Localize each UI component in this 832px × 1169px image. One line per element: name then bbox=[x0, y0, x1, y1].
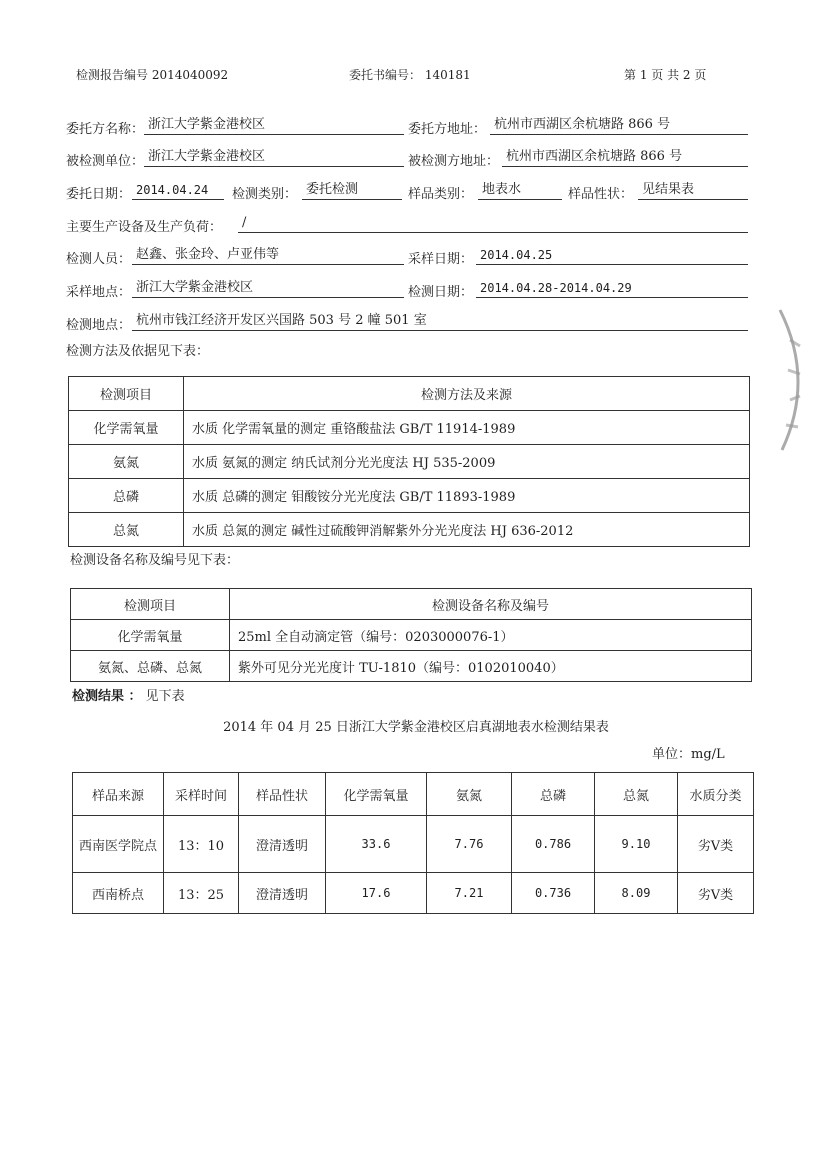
table-cell: 澄清透明 bbox=[239, 873, 326, 914]
table-row bbox=[71, 620, 752, 651]
tested-address-label: 被检测方地址： bbox=[408, 154, 500, 169]
sampling-site-label: 采样地点： bbox=[66, 285, 132, 300]
table-header-cell: 检测设备名称及编号 bbox=[230, 589, 752, 620]
table-cell: 氨氮、总磷、总氮 bbox=[71, 651, 230, 682]
sampling-site-value: 浙江大学紫金港校区 bbox=[132, 279, 404, 298]
order-info-row bbox=[66, 181, 756, 203]
table-cell: 紫外可见分光光度计 TU-1810（编号：0102010040） bbox=[230, 651, 752, 682]
sampling-date-value: 2014.04.25 bbox=[476, 246, 748, 265]
table-cell: 总磷 bbox=[69, 479, 184, 513]
table-cell: 9.10 bbox=[595, 816, 678, 873]
order-number: 委托书编号： 140181 bbox=[349, 68, 471, 82]
table-header-cell: 检测项目 bbox=[69, 377, 184, 411]
sample-nature-label: 样品性状： bbox=[568, 187, 634, 202]
client-row bbox=[66, 116, 756, 138]
staff-label: 检测人员： bbox=[66, 252, 132, 267]
devices-intro: 检测设备名称及编号见下表： bbox=[70, 553, 240, 568]
table-row bbox=[73, 873, 754, 914]
client-name-value: 浙江大学紫金港校区 bbox=[144, 116, 404, 135]
order-date-value: 2014.04.24 bbox=[132, 181, 224, 200]
table-header-row bbox=[69, 377, 750, 411]
methods-table bbox=[68, 376, 750, 547]
tested-unit-label: 被检测单位： bbox=[66, 154, 145, 169]
table-cell: 化学需氧量 bbox=[71, 620, 230, 651]
table-cell: 西南医学院点 bbox=[73, 816, 164, 873]
table-cell: 0.786 bbox=[512, 816, 595, 873]
table-cell: 17.6 bbox=[326, 873, 427, 914]
staff-row bbox=[66, 246, 756, 268]
table-cell: 化学需氧量 bbox=[69, 411, 184, 445]
test-site-row bbox=[66, 312, 756, 334]
table-cell: 13：10 bbox=[164, 816, 239, 873]
table-cell: 西南桥点 bbox=[73, 873, 164, 914]
table-cell: 25ml 全自动滴定管（编号：0203000076-1） bbox=[230, 620, 752, 651]
table-header-cell: 氨氮 bbox=[427, 773, 512, 816]
methods-intro: 检测方法及依据见下表： bbox=[66, 344, 210, 359]
page-indicator: 第 1 页 共 2 页 bbox=[624, 68, 707, 82]
sampling-site-row bbox=[66, 279, 756, 301]
table-cell: 7.21 bbox=[427, 873, 512, 914]
table-cell: 水质 化学需氧量的测定 重铬酸盐法 GB/T 11914-1989 bbox=[184, 411, 750, 445]
table-header-cell: 检测方法及来源 bbox=[184, 377, 750, 411]
tested-unit-row bbox=[66, 148, 756, 170]
results-line bbox=[72, 685, 185, 704]
table-row bbox=[69, 411, 750, 445]
sample-type-value: 地表水 bbox=[478, 181, 562, 200]
table-cell: 劣Ⅴ类 bbox=[678, 816, 754, 873]
test-date-label: 检测日期： bbox=[408, 285, 474, 300]
table-header-cell: 样品性状 bbox=[239, 773, 326, 816]
results-title: 2014 年 04 月 25 日浙江大学紫金港校区启真湖地表水检测结果表 bbox=[223, 720, 609, 735]
sampling-date-label: 采样日期： bbox=[408, 252, 474, 267]
sample-nature-value: 见结果表 bbox=[638, 181, 748, 200]
table-cell: 0.736 bbox=[512, 873, 595, 914]
table-row bbox=[69, 445, 750, 479]
table-cell: 13：25 bbox=[164, 873, 239, 914]
table-cell: 水质 氨氮的测定 纳氏试剂分光光度法 HJ 535-2009 bbox=[184, 445, 750, 479]
test-site-label: 检测地点： bbox=[66, 318, 132, 333]
devices-table bbox=[70, 588, 752, 682]
table-cell: 7.76 bbox=[427, 816, 512, 873]
tested-address-value: 杭州市西湖区余杭塘路 866 号 bbox=[502, 148, 748, 167]
test-type-value: 委托检测 bbox=[302, 181, 402, 200]
table-row bbox=[71, 651, 752, 682]
table-header-cell: 样品来源 bbox=[73, 773, 164, 816]
test-site-value: 杭州市钱江经济开发区兴国路 503 号 2 幢 501 室 bbox=[132, 312, 748, 331]
equipment-row bbox=[66, 214, 756, 236]
table-header-cell: 检测项目 bbox=[71, 589, 230, 620]
table-cell: 8.09 bbox=[595, 873, 678, 914]
table-cell: 水质 总磷的测定 钼酸铵分光光度法 GB/T 11893-1989 bbox=[184, 479, 750, 513]
results-label-value: 见下表 bbox=[145, 689, 185, 704]
table-header-row bbox=[73, 773, 754, 816]
table-row bbox=[69, 513, 750, 547]
table-header-cell: 化学需氧量 bbox=[326, 773, 427, 816]
table-header-cell: 总磷 bbox=[512, 773, 595, 816]
results-table bbox=[72, 772, 754, 914]
tested-unit-value: 浙江大学紫金港校区 bbox=[144, 148, 404, 167]
client-address-value: 杭州市西湖区余杭塘路 866 号 bbox=[490, 116, 748, 135]
report-number: 检测报告编号 2014040092 bbox=[76, 68, 229, 82]
table-header-cell: 采样时间 bbox=[164, 773, 239, 816]
test-type-label: 检测类别： bbox=[232, 187, 298, 202]
table-header-cell: 总氮 bbox=[595, 773, 678, 816]
test-date-value: 2014.04.28-2014.04.29 bbox=[476, 279, 748, 298]
equipment-label: 主要生产设备及生产负荷： bbox=[66, 220, 223, 235]
table-cell: 33.6 bbox=[326, 816, 427, 873]
table-cell: 水质 总氮的测定 碱性过硫酸钾消解紫外分光光度法 HJ 636-2012 bbox=[184, 513, 750, 547]
client-name-label: 委托方名称： bbox=[66, 122, 145, 137]
table-cell: 总氮 bbox=[69, 513, 184, 547]
table-cell: 氨氮 bbox=[69, 445, 184, 479]
table-header-cell: 水质分类 bbox=[678, 773, 754, 816]
table-row bbox=[73, 816, 754, 873]
table-row bbox=[69, 479, 750, 513]
staff-value: 赵鑫、张金玲、卢亚伟等 bbox=[132, 246, 404, 265]
sample-type-label: 样品类别： bbox=[408, 187, 474, 202]
client-address-label: 委托方地址： bbox=[408, 122, 487, 137]
equipment-value: / bbox=[238, 214, 748, 233]
partial-seal-icon bbox=[760, 300, 820, 460]
table-header-row bbox=[71, 589, 752, 620]
results-unit: 单位：mg/L bbox=[652, 747, 725, 762]
order-date-label: 委托日期： bbox=[66, 187, 132, 202]
results-label: 检测结果 ： bbox=[72, 689, 142, 704]
table-cell: 劣Ⅴ类 bbox=[678, 873, 754, 914]
table-cell: 澄清透明 bbox=[239, 816, 326, 873]
